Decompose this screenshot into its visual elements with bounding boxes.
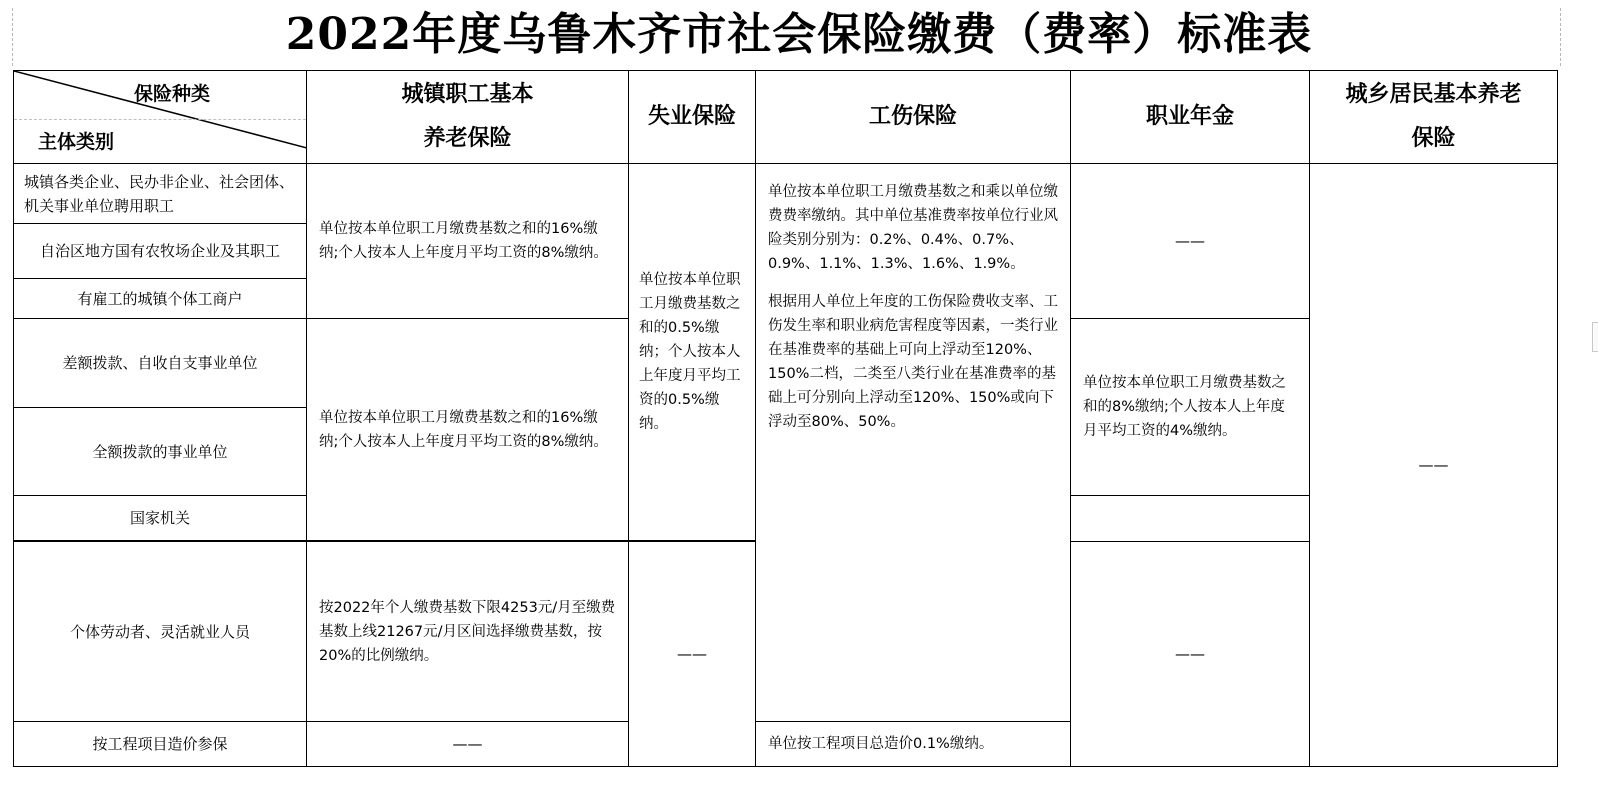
header-rural-line1: 城乡居民基本养老 xyxy=(1345,82,1522,107)
header-unemployment: 失业保险 xyxy=(629,71,756,164)
category-full-funded: 全额拨款的事业单位 xyxy=(14,408,307,496)
insurance-type-label: 保险种类 xyxy=(134,83,211,105)
annuity-top-empty: —— xyxy=(1071,164,1310,319)
entity-category-label: 主体类别 xyxy=(38,131,115,153)
annuity-bottom-empty: —— xyxy=(1071,542,1310,767)
scroll-edge-marker xyxy=(1592,322,1598,352)
insurance-rate-table xyxy=(13,70,1558,767)
header-rural-pension xyxy=(1310,71,1558,164)
injury-project-rate: 单位按工程项目总造价0.1%缴纳。 xyxy=(756,722,1071,767)
page-title: 2022年度乌鲁木齐市社会保险缴费（费率）标准表 xyxy=(285,9,1313,60)
category-individual-business: 有雇工的城镇个体工商户 xyxy=(14,279,307,319)
header-rural-line2: 保险 xyxy=(1411,126,1456,151)
category-diff-funded: 差额拨款、自收自支事业单位 xyxy=(14,319,307,408)
header-pension-line1: 城镇职工基本 xyxy=(401,82,534,107)
category-enterprise: 城镇各类企业、民办非企业、社会团体、机关事业单位聘用职工 xyxy=(14,164,307,224)
header-annuity: 职业年金 xyxy=(1071,71,1310,164)
header-pension xyxy=(307,71,629,164)
annuity-diff-funded: 单位按本单位职工月缴费基数之和的8%缴纳;个人按本人上年度月平均工资的4%缴纳。 xyxy=(1071,319,1310,496)
injury-rate-cell xyxy=(756,164,1071,722)
table-row xyxy=(14,164,1558,224)
rural-top-empty: —— xyxy=(1310,164,1558,767)
injury-float-rate-text: 根据用人单位上年度的工伤保险费收支率、工伤发生率和职业病危害程度等因素，一类行业在基准费率的基础上可向上浮动至120%、150%二档，二类至八类行业在基准费率的基础上可分别向上浮动至120%、150%或向下浮动至80%、50%。 xyxy=(768,294,1058,430)
header-injury: 工伤保险 xyxy=(756,71,1071,164)
header-pension-line2: 养老保险 xyxy=(423,126,512,151)
pension-project-empty: —— xyxy=(307,722,629,767)
category-state-organ: 国家机关 xyxy=(14,496,307,541)
pension-rate-flexible: 按2022年个人缴费基数下限4253元/月至缴费基数上线21267元/月区间选择缴费基数，按20%的比例缴纳。 xyxy=(307,542,629,722)
injury-base-rate-text: 单位按本单位职工月缴费基数之和乘以单位缴费费率缴纳。其中单位基准费率按单位行业风险类别分别为：0.2%、0.4%、0.7%、0.9%、1.1%、1.3%、1.6%、1.9%。 xyxy=(768,184,1058,272)
category-project: 按工程项目造价参保 xyxy=(14,722,307,767)
table-header-row xyxy=(14,71,1558,164)
corner-dashed-guide xyxy=(14,119,306,120)
unemployment-rate-main: 单位按本单位职工月缴费基数之和的0.5%缴纳；个人按本人上年度月平均工资的0.5%缴纳。 xyxy=(629,164,756,541)
category-farm: 自治区地方国有农牧场企业及其职工 xyxy=(14,224,307,279)
unemployment-rest-empty: —— xyxy=(629,542,756,767)
corner-header-cell xyxy=(14,71,307,164)
paragraph-gap xyxy=(768,276,1058,290)
pension-rate-group2: 单位按本单位职工月缴费基数之和的16%缴纳;个人按本人上年度月平均工资的8%缴纳。 xyxy=(307,319,629,541)
pension-rate-group1: 单位按本单位职工月缴费基数之和的16%缴纳;个人按本人上年度月平均工资的8%缴纳。 xyxy=(307,164,629,319)
category-flexible: 个体劳动者、灵活就业人员 xyxy=(14,542,307,722)
